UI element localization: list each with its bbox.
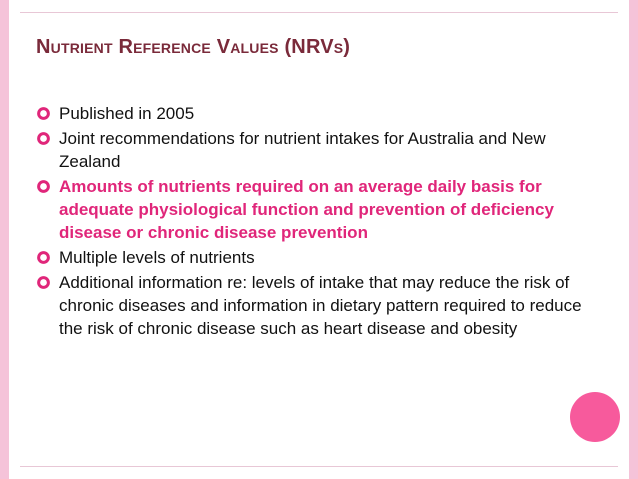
bullet-list [36,102,596,342]
bullet-text: Additional information re: levels of intake that may reduce the risk of chronic diseases and information in dietary pattern required to reduce the risk of chronic disease such as heart disease and obesity [59,273,582,338]
bullet-text: Published in 2005 [59,104,195,123]
bullet-text: Multiple levels of nutrients [59,248,255,267]
open-ring-bullet-icon [36,179,51,194]
left-border-decoration [0,0,9,479]
bottom-rule [20,466,618,467]
bullet-item [36,271,596,340]
top-rule [20,12,618,13]
right-border-decoration [629,0,638,479]
bullet-text: Joint recommendations for nutrient intakes for Australia and New Zealand [59,129,546,171]
slide-title: Nutrient Reference Values (NRVs) [36,36,351,58]
bullet-item-emphasis [36,175,596,244]
open-ring-bullet-icon [36,250,51,265]
open-ring-bullet-icon [36,131,51,146]
open-ring-bullet-icon [36,106,51,121]
bullet-item [36,246,596,269]
bullet-item [36,127,596,173]
bullet-item [36,102,596,125]
open-ring-bullet-icon [36,275,51,290]
accent-circle-decoration [570,392,620,442]
bullet-text: Amounts of nutrients required on an average daily basis for adequate physiological function and prevention of deficiency disease or chronic disease prevention [59,177,554,242]
